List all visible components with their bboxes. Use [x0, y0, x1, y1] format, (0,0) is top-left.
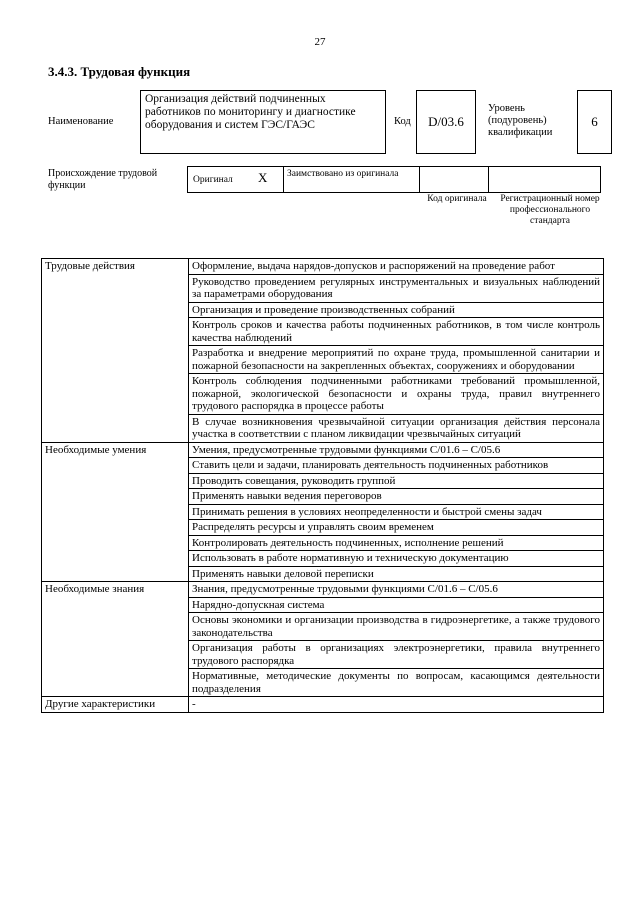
function-code: D/03.6	[416, 90, 476, 154]
original-mark: X	[258, 170, 268, 185]
labor-action-item: Руководство проведением регулярных инструментальных и визуальных наблюдений за параметрами оборудования	[189, 274, 604, 302]
table-row	[42, 259, 604, 275]
function-name: Организация действий подчиненных работников по мониторингу и диагностике оборудования и систем ГЭС/ГАЭС	[140, 90, 386, 154]
labor-action-item: В случае возникновения чрезвычайной ситуации организация действия персонала участка в соответствии с планом ликвидации чрезвычайных ситуаций	[189, 414, 604, 442]
table-row	[42, 582, 604, 598]
borrowed-cell: Заимствовано из оригинала	[283, 166, 420, 193]
knowledge-item: Знания, предусмотренные трудовыми функциями С/01.6 – С/05.6	[189, 582, 604, 598]
skill-item: Принимать решения в условиях неопределенности и быстрой смены задач	[189, 504, 604, 520]
knowledge-item: Основы экономики и организации производства в гидроэнергетике, а также трудового законодательства	[189, 613, 604, 641]
skill-item: Ставить цели и задачи, планировать деятельность подчиненных работников	[189, 458, 604, 474]
labor-action-item: Оформление, выдача нарядов-допусков и распоряжений на проведение работ	[189, 259, 604, 275]
code-label: Код	[394, 116, 411, 127]
skill-category-label: Необходимые умения	[42, 442, 189, 582]
labor-action-category-label: Трудовые действия	[42, 259, 189, 443]
labor-action-item: Разработка и внедрение мероприятий по охране труда, промышленной санитарии и пожарной безопасности на закрепленных объектах, сооружениях и оборудовании	[189, 346, 604, 374]
page-number: 27	[314, 36, 326, 48]
knowledge-item: Организация работы в организациях электроэнергетики, правила внутреннего трудового распорядка	[189, 641, 604, 669]
skill-item: Контролировать деятельность подчиненных, исполнение решений	[189, 535, 604, 551]
knowledge-item: Нормативные, методические документы по вопросам, касающимся деятельности подразделения	[189, 669, 604, 697]
qualification-level: 6	[577, 90, 612, 154]
code-original-cell	[419, 166, 489, 193]
other-characteristics-label: Другие характеристики	[42, 697, 189, 713]
skill-item: Распределять ресурсы и управлять своим временем	[189, 520, 604, 536]
code-original-caption: Код оригинала	[427, 194, 487, 204]
skill-item: Умения, предусмотренные трудовыми функциями С/01.6 – С/05.6	[189, 442, 604, 458]
level-label: Уровень (подуровень) квалификации	[488, 103, 553, 138]
function-table	[41, 258, 604, 713]
other-characteristics-value: -	[189, 697, 604, 713]
labor-action-item: Контроль соблюдения подчиненными работниками требований промышленной, пожарной, экологической безопасности и охраны труда, правил внутреннего трудового распорядка в процессе работы	[189, 374, 604, 415]
skill-item: Использовать в работе нормативную и техническую документацию	[189, 551, 604, 567]
original-label: Оригинал	[193, 175, 233, 185]
labor-action-item: Организация и проведение производственных собраний	[189, 302, 604, 318]
knowledge-item: Нарядно-допускная система	[189, 597, 604, 613]
origin-row	[187, 166, 601, 193]
original-cell	[187, 166, 284, 193]
knowledge-category-label: Необходимые знания	[42, 582, 189, 697]
reg-number-caption: Регистрационный номер профессионального стандарта	[500, 194, 600, 226]
origin-label: Происхождение трудовой функции	[48, 168, 158, 191]
labor-action-item: Контроль сроков и качества работы подчиненных работников, в том числе контроль качества наблюдений	[189, 318, 604, 346]
skill-item: Применять навыки деловой переписки	[189, 566, 604, 582]
skill-item: Применять навыки ведения переговоров	[189, 489, 604, 505]
table-row	[42, 697, 604, 713]
reg-number-cell	[488, 166, 601, 193]
table-row	[42, 442, 604, 458]
name-label: Наименование	[48, 116, 114, 127]
skill-item: Проводить совещания, руководить группой	[189, 473, 604, 489]
section-title: 3.4.3. Трудовая функция	[48, 64, 191, 79]
